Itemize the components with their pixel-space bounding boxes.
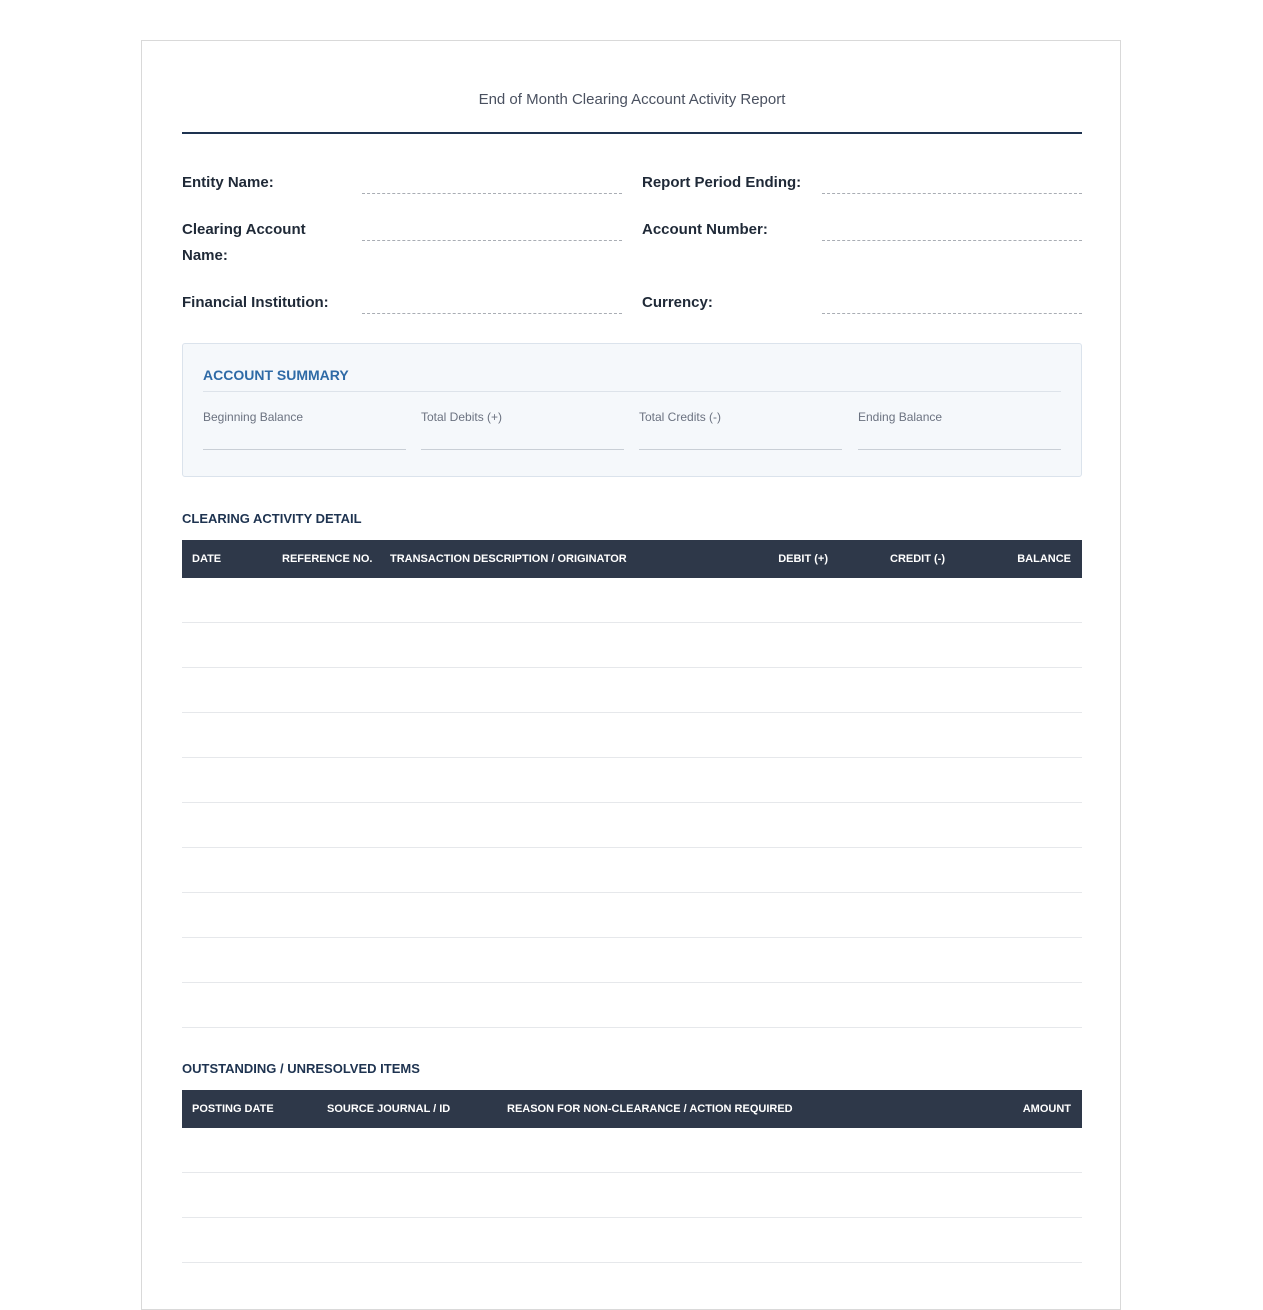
col-description-header: TRANSACTION DESCRIPTION / ORIGINATOR (390, 553, 627, 565)
total-debits-input-line[interactable] (421, 449, 624, 450)
account-summary-panel (182, 343, 1082, 477)
activity-table-row[interactable] (182, 668, 1082, 713)
total-debits-cell (421, 410, 624, 450)
clearing-activity-table-header (182, 540, 1082, 578)
total-credits-input-line[interactable] (639, 449, 842, 450)
col-date-header: DATE (192, 553, 222, 565)
clearing-account-name-field (182, 217, 622, 277)
outstanding-table-row[interactable] (182, 1218, 1082, 1263)
activity-table-row[interactable] (182, 893, 1082, 938)
report-period-ending-label: Report Period Ending: (642, 174, 802, 191)
beginning-balance-label: Beginning Balance (203, 410, 304, 424)
beginning-balance-cell (203, 410, 406, 450)
col-balance-header: BALANCE (1017, 553, 1071, 565)
account-summary-divider (203, 391, 1061, 392)
financial-institution-label: Financial Institution: (182, 294, 329, 311)
activity-table-row[interactable] (182, 938, 1082, 983)
col-posting-date-header: POSTING DATE (192, 1103, 274, 1115)
col-reference-header: REFERENCE NO. (282, 553, 373, 565)
outstanding-table-row[interactable] (182, 1173, 1082, 1218)
clearing-account-name-label: Clearing Account Name: (182, 221, 306, 264)
col-source-journal-header: SOURCE JOURNAL / ID (327, 1103, 451, 1115)
col-reason-header: REASON FOR NON-CLEARANCE / ACTION REQUIRED (507, 1103, 793, 1115)
account-summary-heading: ACCOUNT SUMMARY (203, 367, 349, 383)
account-number-input-line[interactable] (822, 240, 1082, 241)
currency-input-line[interactable] (822, 313, 1082, 314)
outstanding-items-heading: OUTSTANDING / UNRESOLVED ITEMS (182, 1061, 420, 1076)
ending-balance-cell (858, 410, 1061, 450)
ending-balance-input-line[interactable] (858, 449, 1061, 450)
activity-table-row[interactable] (182, 623, 1082, 668)
activity-table-row[interactable] (182, 848, 1082, 893)
col-amount-header: AMOUNT (1022, 1103, 1071, 1115)
report-sheet (141, 40, 1121, 1310)
entity-name-input-line[interactable] (362, 193, 622, 194)
beginning-balance-input-line[interactable] (203, 449, 406, 450)
col-credit-header: CREDIT (-) (890, 553, 945, 565)
clearing-account-name-input-line[interactable] (362, 240, 622, 241)
total-credits-cell (639, 410, 842, 450)
activity-table-row[interactable] (182, 803, 1082, 848)
financial-institution-input-line[interactable] (362, 313, 622, 314)
report-period-ending-input-line[interactable] (822, 193, 1082, 194)
title-divider (182, 132, 1082, 134)
currency-field (642, 290, 1082, 350)
outstanding-table-row[interactable] (182, 1128, 1082, 1173)
account-number-label: Account Number: (642, 221, 768, 238)
entity-name-label: Entity Name: (182, 174, 274, 191)
activity-table-row[interactable] (182, 713, 1082, 758)
currency-label: Currency: (642, 294, 713, 311)
ending-balance-label: Ending Balance (858, 410, 943, 424)
financial-institution-field (182, 290, 622, 350)
activity-table-row[interactable] (182, 758, 1082, 803)
total-debits-label: Total Debits (+) (421, 410, 503, 424)
account-number-field (642, 217, 1082, 277)
activity-table-row[interactable] (182, 983, 1082, 1028)
outstanding-items-table-header (182, 1090, 1082, 1128)
total-credits-label: Total Credits (-) (639, 410, 722, 424)
activity-table-row[interactable] (182, 578, 1082, 623)
report-title: End of Month Clearing Account Activity Report (478, 91, 786, 108)
clearing-activity-heading: CLEARING ACTIVITY DETAIL (182, 511, 362, 526)
col-debit-header: DEBIT (+) (778, 553, 828, 565)
